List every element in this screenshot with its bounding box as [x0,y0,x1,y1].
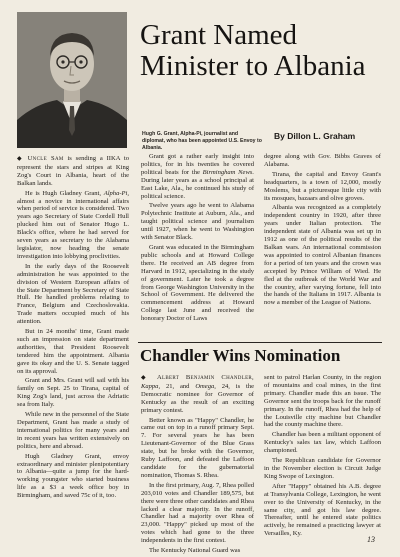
text-run: During later years as a school principal at East Lake, Ala., he continued his study of political science. [141,176,254,200]
photo-caption: Hugh G. Grant, Alpha-Pi, journalist and diplomat, who has been appointed U.S. Envoy to Albania. [142,131,262,151]
byline: By Dillon L. Graham [274,131,356,141]
grant-paragraph [141,153,254,200]
chapter-name: Kappa, [141,382,161,390]
grant-column-2 [141,153,254,325]
text-run: almost a novice in international affairs when period of service is considered. Two years ago Secretary of State Cordell Hull plucked him out of Senator Hugo L. Black's office, where he had served for seven years as secretary to the Alabama legislator, now heading the senate investigation into lobbying proclivities. [17,197,129,260]
lead-name: Albert Benjamin Chandler, [157,374,254,381]
article-headline: Grant Named Minister to Albania [140,19,366,82]
chandler-paragraph: The Kentucky National Guard was [149,547,241,555]
chandler-paragraph: The Republican candidate for Governor in the November election is Circuit Judge King Swope of Lexington. [264,457,381,480]
lead-text: is sending a IIKA to represent the stars and stripes at King Zog's Court in Albania, heart of the Balkan lands. [17,155,129,187]
portrait-photo [17,12,127,148]
grant-lead-paragraph [17,155,129,188]
portrait-illustration [17,12,127,148]
second-article-headline: Chandler Wins Nomination [140,346,341,365]
page-number: 13 [367,535,375,544]
grant-paragraph: Grant was educated in the Birmingham public schools and at Howard College there. He received an AB degree from Harvard in 1912, specializing in the study of government. Later he took a degree from George Washington University in the School of Government. He delivered the commencement address at Howard College last June and received the honorary Doctor of Laws [141,243,254,323]
grant-paragraph: Albania was recognized as a completely independent country in 1920, after three years under Italian protection. The independent state of Albania was set up in 1912 as one of the political results of the Balkan wars. An international commission was appointed to control Albanian finances for a period of ten years and the crown was accepted by Prince William of Wied. He fled at the outbreak of the World War and the country, after varying fortune, fell into the hands of the Italians in 1917. Albania is now a member of the League of Nations. [264,204,381,307]
chandler-paragraph: Better known as "Happy" Chandler, he came out on top in a runoff primary Sept. 7. For several years he has been Lieutenant-Governor of the Blue Grass state, but he broke with the Governor, Ruby Laffoon, and defeated the Laffoon candidate for the gubernatorial nomination, Thomas S. Rhea. [141,416,254,479]
grant-column-1 [17,155,129,502]
grant-paragraph: In the early days of the Roosevelt administration he was appointed to the division of Western European affairs of the State Department by Secretary of State Hull. He handled problems relating to France, Belgium and Czechoslovakia. Trade matters occupied much of his attention. [17,262,129,326]
grant-paragraph [17,190,129,261]
lead-name: Uncle Sam [27,155,64,162]
text-run: 24, is the Democratic nominee for Governor of Kentucky as the result of an exciting primary contest. [141,382,254,414]
chandler-lead-paragraph [141,374,254,415]
chandler-paragraph: Chandler has been a militant opponent of Kentucky's sales tax law, which Laffoon championed. [264,431,381,455]
grant-paragraph: Twelve years ago he went to Alabama Polytechnic Institute at Auburn, Ala., and taught political science and journalism until 1927, when he went to Washington with Senator Black. [141,202,254,242]
newspaper-name: Birmingham News. [202,168,254,176]
grant-paragraph: degree along with Gov. Bibbs Graves of Alabama. [264,153,381,168]
section-divider [138,342,382,343]
chapter-name: Omega, [195,382,216,390]
grant-paragraph: But in 24 months' time, Grant made such an impression on state department authorities, that President Roosevelt tendered him the appointment. Albania gave its okay and the U. S. Senate tagged on its approval. [17,328,129,375]
chandler-paragraph: After "Happy" obtained his A.B. degree at Transylvania College, Lexington, he went over to the University of Kentucky, in the same city, and got his law degree. Thereafter, until he entered state politics actively, he remained a practicing lawyer at Versailles, Ky. [264,482,381,538]
chapter-name: Alpha-Pi, [103,189,129,197]
grant-paragraph: Hugh Gladney Grant, envoy extraordinary and minister plenipotentiary to Albania—quite a jump for the hard-working youngster who started business life as a $3 a week office boy in Birmingham, and saved 75c of it, too. [17,452,129,500]
grant-column-3 [264,153,381,309]
text-run: 21, and [165,382,190,390]
chandler-column-2 [264,374,381,540]
text-run: Grant got a rather early insight into politics, for in his twenties he covered political beats for the [141,153,254,176]
grant-paragraph: While new in the personnel of the State Department, Grant has made a study of international politics for many years and in recent years has written extensively on politics, here and abroad. [17,411,129,450]
chandler-paragraph: sent to patrol Harlan County, in the region of mountains and coal mines, in the first primary. Chandler made this an issue. The Governor sent the troops back for the runoff primary. In the runoff, Rhea had the help of the Louisville city machine but Chandler had the county machine there. [264,374,381,429]
diamond-bullet-icon: ◆ [17,156,24,162]
chandler-column-1 [141,374,254,557]
diamond-bullet-icon: ◆ [141,375,151,381]
grant-paragraph: Grant and Mrs. Grant will sail with his family on Sept. 25 to Tirana, capital of King Zog's land, just across the Adriatic sea from Italy. [17,377,129,409]
text-run: He is Hugh Gladney Grant, [25,189,102,197]
chandler-paragraph: In the first primary, Aug. 7, Rhea polled 203,010 votes and Chandler 189,575, but there were three other candidates and Rhea lacked a clear majority. In the runoff, Chandler had a majority over Rhea of 23,000. "Happy" picked up most of the votes which had gone to the three independents in the first contest. [141,481,254,545]
grant-paragraph: Tirana, the capital and Envoy Grant's headquarters, is a town of 12,000, mostly Moslems, but a picturesque little city with its mosques, bazaars and olive groves. [264,170,381,202]
